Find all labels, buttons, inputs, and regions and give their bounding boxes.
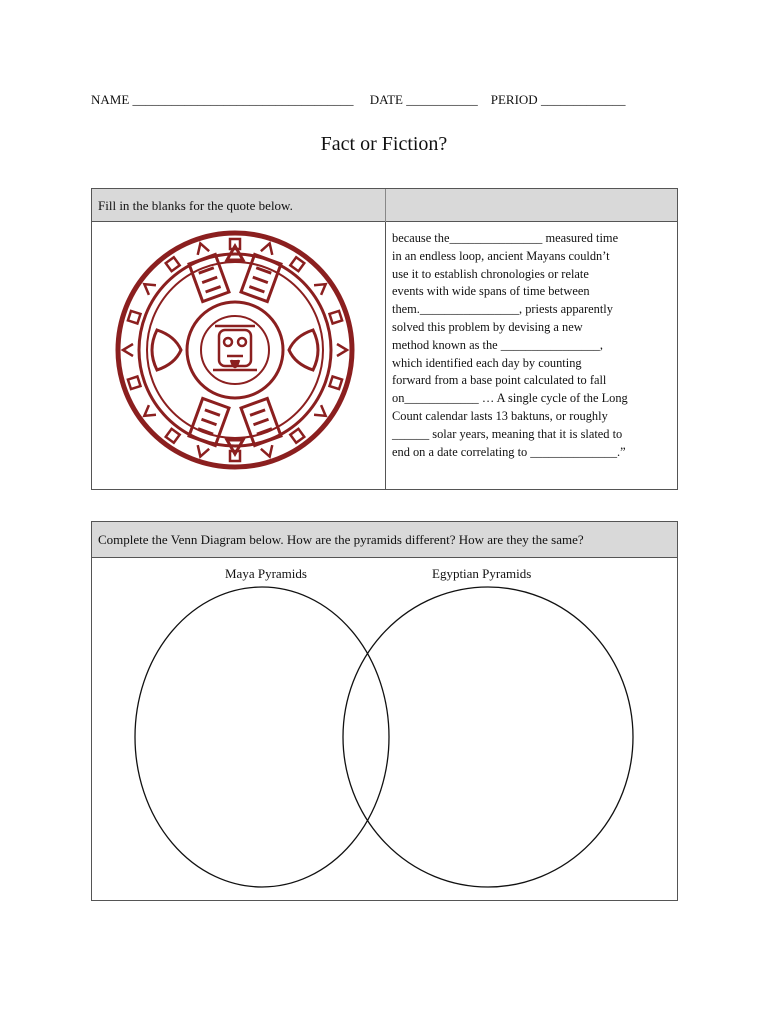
name-label: NAME (91, 92, 130, 107)
quote-line: ______ solar years, meaning that it is slated to (392, 426, 623, 441)
quote-line: which identified each day by counting (392, 355, 582, 370)
quote-line: forward from a base point calculated to fall (392, 373, 607, 388)
name-blank[interactable]: __________________________________ (132, 92, 354, 107)
ring-glyph (166, 257, 180, 271)
header-divider (385, 189, 386, 222)
quote-line: end on a date correlating to ______________.” (392, 444, 626, 459)
column-divider (385, 222, 386, 490)
page-title: Fact or Fiction? (320, 133, 448, 155)
ring-glyph (261, 445, 276, 458)
student-info-line (91, 92, 691, 108)
period-label: PERIOD (490, 92, 538, 107)
ring-glyph (195, 445, 210, 458)
quote-text (392, 230, 676, 461)
quote-line: on____________ … A single cycle of the Long (392, 391, 628, 406)
ring-glyph (337, 344, 347, 356)
quote-section (91, 188, 678, 490)
ring-glyph (128, 311, 141, 324)
ring-glyph (166, 429, 180, 443)
venn-instruction: Complete the Venn Diagram below. How are the pyramids different? How are they the same? (98, 532, 584, 547)
quote-line: use it to establish chronologies or relate (392, 266, 589, 281)
period-blank[interactable]: _____________ (540, 92, 626, 107)
venn-right-label: Egyptian Pyramids (432, 566, 532, 581)
quote-section-header (92, 189, 677, 222)
ring-glyph (261, 242, 276, 255)
quote-line: method known as the ________________, (392, 337, 603, 352)
quote-line: solved this problem by devising a new (392, 319, 583, 334)
venn-section (91, 521, 678, 901)
aztec-calendar-icon (115, 230, 355, 470)
ring-glyph (123, 344, 133, 356)
ring-glyph (195, 242, 210, 255)
ring-glyph (290, 257, 304, 271)
quote-line: them.________________, priests apparently (392, 302, 613, 317)
quote-line: because the_______________ measured time (392, 231, 619, 245)
date-label: DATE (369, 92, 403, 107)
venn-left-label: Maya Pyramids (225, 566, 307, 581)
ring-glyph (329, 311, 342, 324)
ring-glyph (290, 429, 304, 443)
quote-line: Count calendar lasts 13 baktuns, or roughly (392, 408, 608, 423)
quote-instruction: Fill in the blanks for the quote below. (98, 198, 293, 213)
quote-line: events with wide spans of time between (392, 284, 590, 299)
quote-line: in an endless loop, ancient Mayans couldn’t (392, 248, 610, 263)
venn-section-header (92, 522, 677, 558)
ring-glyph (128, 376, 141, 389)
date-blank[interactable]: ___________ (406, 92, 478, 107)
ring-glyph (329, 376, 342, 389)
